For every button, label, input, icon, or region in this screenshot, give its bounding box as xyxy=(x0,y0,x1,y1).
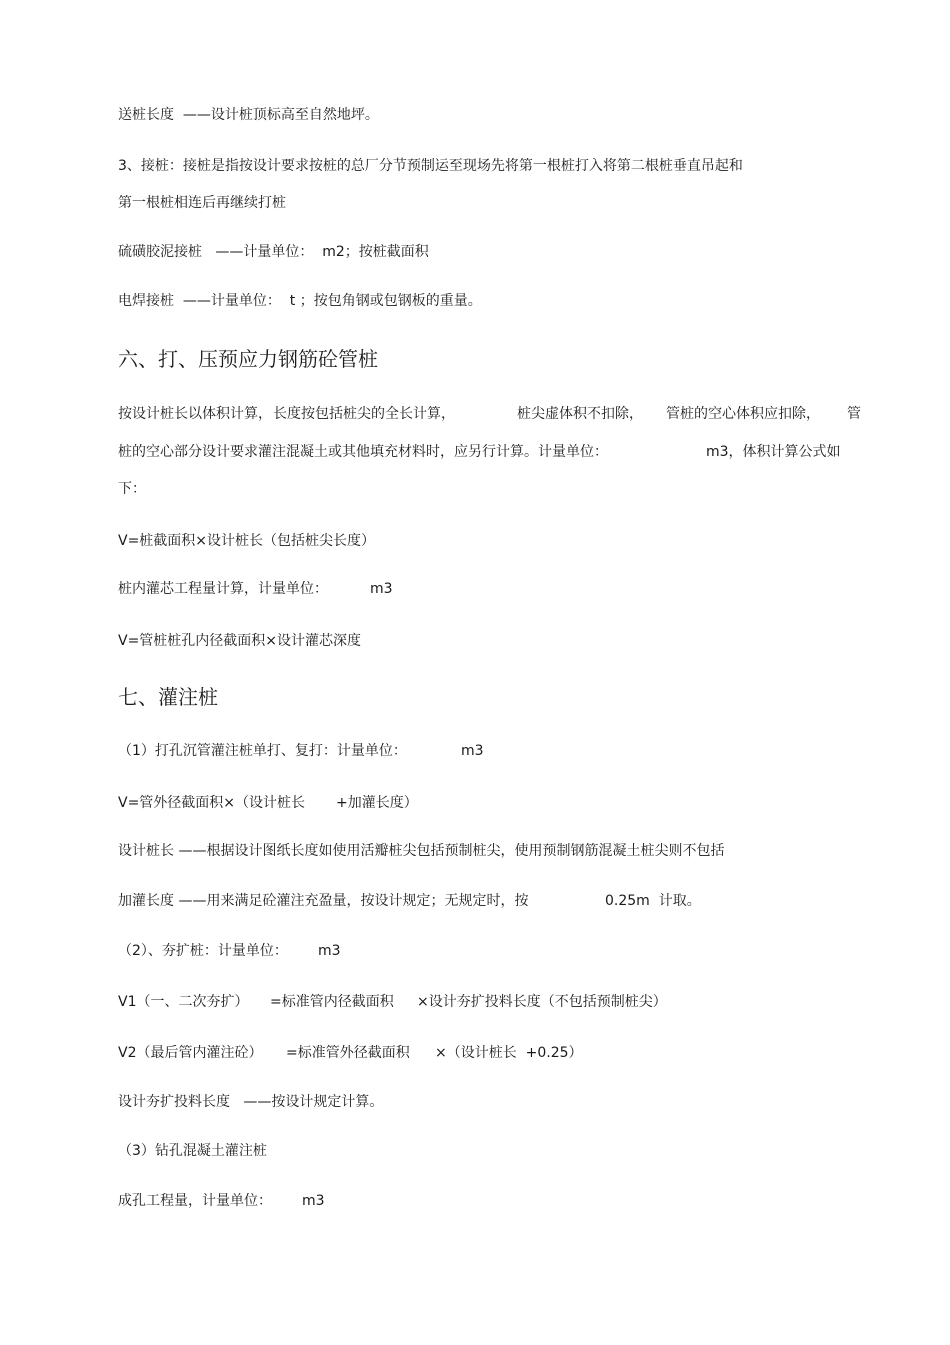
formula-line: V=管桩桩孔内径截面积×设计灌芯深度 xyxy=(118,633,362,649)
formula-segment: V=管外径截面积×（设计桩长 xyxy=(118,795,306,811)
formula-segment: =标准管内径截面积 xyxy=(270,994,394,1010)
unit-text: m3 xyxy=(318,943,341,959)
text-line: 第一根桩相连后再继续打桩 xyxy=(118,195,286,211)
formula-segment: ×设计夯扩投料长度（不包括预制桩尖） xyxy=(417,994,667,1010)
section-heading: 七、灌注桩 xyxy=(118,685,218,709)
section-heading: 六、打、压预应力钢筋砼管桩 xyxy=(118,347,378,371)
unit-text: m3 xyxy=(461,743,484,759)
formula-segment: V2（最后管内灌注砼） xyxy=(118,1045,263,1061)
text-line: 3、接桩：接桩是指按设计要求按桩的总厂分节预制运至现场先将第一根桩打入将第二根桩垂直吊起和 xyxy=(118,158,743,174)
formula-line: V=桩截面积×设计桩长（包括桩尖长度） xyxy=(118,533,376,549)
text-line: 电焊接桩 ——计量单位： t ；按包角钢或包钢板的重量。 xyxy=(118,293,482,309)
text-segment: （1）打孔沉管灌注桩单打、复打：计量单位： xyxy=(118,743,407,759)
unit-text: m3 xyxy=(370,581,393,597)
unit-text: m3 xyxy=(302,1193,325,1209)
text-segment: 成孔工程量，计量单位： xyxy=(118,1193,272,1209)
formula-segment: +加灌长度） xyxy=(336,795,418,811)
text-segment: 桩尖虚体积不扣除， xyxy=(517,406,643,422)
text-segment: （2）、夯扩桩：计量单位： xyxy=(118,943,288,959)
text-segment: 长度按包括桩尖的全长计算， xyxy=(273,406,455,422)
text-segment: 桩内灌芯工程量计算，计量单位： xyxy=(118,581,328,597)
formula-segment: ×（设计桩长 +0.25） xyxy=(435,1045,583,1061)
text-line: 设计夯扩投料长度 ——按设计规定计算。 xyxy=(118,1094,384,1110)
text-line: 下： xyxy=(118,481,146,497)
text-segment: 0.25m 计取。 xyxy=(605,893,701,909)
text-segment: m3，体积计算公式如 xyxy=(706,444,841,460)
formula-segment: =标准管外径截面积 xyxy=(286,1045,410,1061)
text-segment: 按设计桩长以体积计算， xyxy=(118,406,272,422)
text-line: 设计桩长 ——根据设计图纸长度如使用活瓣桩尖包括预制桩尖，使用预制钢筋混凝土桩尖则不包括 xyxy=(118,843,725,859)
text-segment: 管桩的空心体积应扣除， xyxy=(666,406,820,422)
text-segment: 管 xyxy=(847,406,861,422)
text-line: 硫磺胶泥接桩 ——计量单位： m2；按桩截面积 xyxy=(118,244,429,260)
text-segment: 加灌长度 ——用来满足砼灌注充盈量，按设计规定；无规定时，按 xyxy=(118,893,529,909)
formula-segment: V1（一、二次夯扩） xyxy=(118,994,249,1010)
text-line: 送桩长度 ——设计桩顶标高至自然地坪。 xyxy=(118,107,379,123)
text-segment: 桩的空心部分设计要求灌注混凝土或其他填充材料时，应另行计算。计量单位： xyxy=(118,444,608,460)
text-line: （3）钻孔混凝土灌注桩 xyxy=(118,1143,267,1159)
